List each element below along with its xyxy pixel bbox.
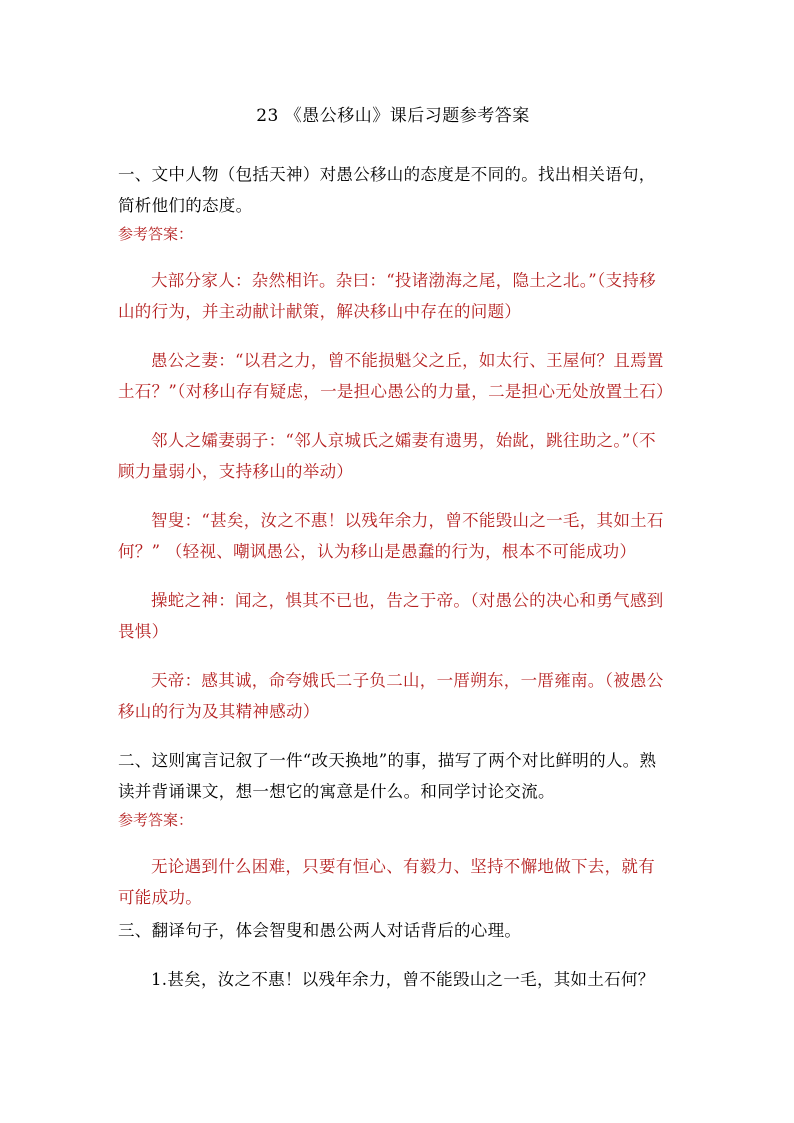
question-1: 一、文中人物（包括天神）对愚公移山的态度是不同的。找出相关语句，简析他们的态度。 <box>118 165 656 215</box>
question-2: 二、这则寓言记叙了一件“改天换地”的事，描写了两个对比鲜明的人。熟读并背诵课文，想一想它的寓意是什么。和同学讨论交流。 <box>118 751 657 801</box>
answer-moral: 无论遇到什么困难，只要有恒心、有毅力、坚持不懈地做下去，就有可能成功。 <box>118 857 655 907</box>
answer-label-1: 参考答案： <box>118 225 194 243</box>
page-title: 23 《愚公移山》课后习题参考答案 <box>256 106 530 126</box>
answer-zhisou: 智叟：“甚矣，汝之不惠！以残年余力，曾不能毁山之一毛，其如土石何？” （轻视、嘲讽愚公，认为移山是愚蠢的行为，根本不可能成功） <box>118 511 664 561</box>
question-3-item-1: 1.甚矣，汝之不惠！以残年余力，曾不能毁山之一毛，其如土石何？ <box>151 970 655 989</box>
answer-label-2: 参考答案： <box>118 811 194 829</box>
answer-wife: 愚公之妻：“以君之力，曾不能损魁父之丘，如太行、王屋何？且焉置土石？”（对移山存有疑虑，一是担心愚公的力量，二是担心无处放置土石） <box>118 351 673 401</box>
answer-neighbor: 邻人之孀妻弱子：“邻人京城氏之孀妻有遗男，始龀，跳往助之。”（不顾力量弱小，支持移山的举动） <box>118 431 656 481</box>
question-3: 三、翻译句子，体会智叟和愚公两人对话背后的心理。 <box>118 921 522 940</box>
answer-snake-god: 操蛇之神：闻之，惧其不已也，告之于帝。（对愚公的决心和勇气感到畏惧） <box>118 591 664 641</box>
answer-family: 大部分家人：杂然相许。杂曰：“投诸渤海之尾，隐土之北。”（支持移山的行为，并主动献计献策，解决移山中存在的问题） <box>118 271 656 321</box>
answer-heavenly-emperor: 天帝：感其诚，命夸娥氏二子负二山，一厝朔东，一厝雍南。（被愚公移山的行为及其精神感动） <box>118 671 664 721</box>
